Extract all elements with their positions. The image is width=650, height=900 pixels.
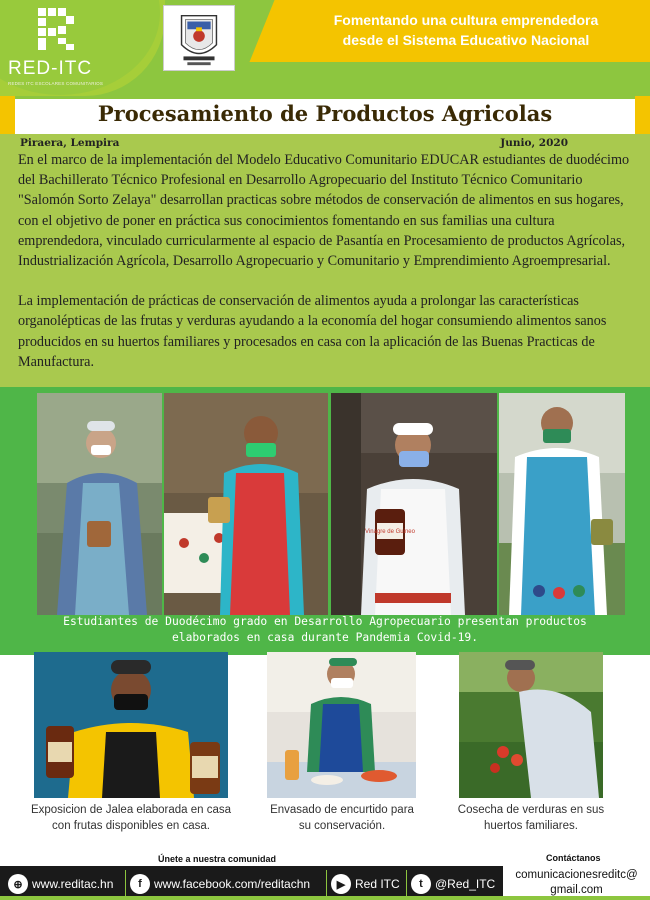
footer-divider bbox=[326, 870, 327, 896]
harvest-caption-line-2: huertos familiares. bbox=[484, 820, 578, 832]
twitter-link[interactable] bbox=[411, 874, 495, 894]
youtube-icon: ▶ bbox=[331, 874, 351, 894]
website-text: www.reditac.hn bbox=[32, 877, 114, 891]
youtube-link[interactable] bbox=[331, 874, 400, 894]
twitter-icon: t bbox=[411, 874, 431, 894]
facebook-icon: f bbox=[130, 874, 150, 894]
contact-label: Contáctanos bbox=[546, 853, 601, 863]
logo-subtitle: REDES ITC ESCOLARES COMUNITARIOS bbox=[8, 81, 104, 86]
jar-label: Vinagre de Guineo bbox=[365, 529, 415, 535]
student-photo-3 bbox=[331, 393, 497, 615]
slogan-line-2: desde el Sistema Educativo Nacional bbox=[342, 32, 590, 48]
logo-text: RED-ITC bbox=[8, 58, 93, 79]
place-label: Piraera, Lempira bbox=[20, 137, 120, 149]
jelly-caption bbox=[20, 802, 242, 834]
article-title: Procesamiento de Productos Agricolas bbox=[97, 101, 553, 126]
pickle-caption-line-1: Envasado de encurtido para bbox=[270, 804, 414, 816]
photo-strip-caption bbox=[20, 614, 630, 646]
strip-caption-line-1: Estudiantes de Duodécimo grado en Desarrollo Agropecuario presentan productos bbox=[63, 615, 587, 628]
facebook-link[interactable] bbox=[130, 874, 310, 894]
facebook-text: www.facebook.com/reditachn bbox=[154, 877, 311, 891]
strip-caption-line-2: elaborados en casa durante Pandemia Covid-19. bbox=[171, 631, 479, 644]
email-line-2: gmail.com bbox=[550, 884, 603, 896]
youtube-text: Red ITC bbox=[355, 877, 400, 891]
join-community-label: Únete a nuestra comunidad bbox=[158, 854, 277, 864]
harvest-caption-line-1: Cosecha de verduras en sus bbox=[457, 804, 605, 816]
jelly-caption-line-2: con frutas disponibles en casa. bbox=[52, 820, 210, 832]
pickle-photo bbox=[267, 652, 416, 798]
globe-icon: ⊕ bbox=[8, 874, 28, 894]
student-photo-2 bbox=[164, 393, 328, 615]
email-contact[interactable] bbox=[503, 866, 650, 900]
school-crest-image bbox=[163, 5, 235, 71]
r-logo-icon bbox=[36, 6, 76, 52]
jelly-caption-line-1: Exposicion de Jalea elaborada en casa bbox=[30, 804, 232, 816]
pickle-caption bbox=[256, 802, 428, 834]
pickle-caption-line-2: su conservación. bbox=[298, 820, 386, 832]
footer-divider bbox=[406, 870, 407, 896]
student-photo-4 bbox=[499, 393, 625, 615]
slogan-line-1: Fomentando una cultura emprendedora bbox=[333, 12, 599, 28]
jelly-photo bbox=[34, 652, 228, 798]
harvest-photo bbox=[459, 652, 603, 798]
article-paragraph-1: En el marco de la implementación del Modelo Educativo Comunitario EDUCAR estudiantes de duodécimo del Bachillerato Técnico Profesional en Desarrollo Agropecuario del Instituto Técnico Comunitario "Salomón Sorto Zelaya" desarrollan practicas sobre métodos de conservación de alimentos en sus hogares, con el objetivo de poner en práctica sus conocimientos fomentando en sus familias una cultura emprendedora, vinculado curricularmente al espacio de Pasantía en Procesamiento de productos Agrícolas, Industrialización Agrícola, Desarrollo Agropecuario y Comunitario y Emprendimiento Agroempresarial. bbox=[18, 152, 630, 270]
article-body bbox=[18, 150, 638, 372]
email-line-1: comunicacionesreditc@ bbox=[515, 869, 638, 881]
twitter-text: @Red_ITC bbox=[435, 877, 496, 891]
slogan-text bbox=[296, 10, 636, 50]
date-label: Junio, 2020 bbox=[500, 137, 568, 149]
footer-divider bbox=[125, 870, 126, 896]
website-link[interactable] bbox=[8, 874, 113, 894]
article-paragraph-2: La implementación de prácticas de conservación de alimentos ayuda a prolongar las características organolépticas de las frutas y verduras ayudando a la economía del hogar consumiendo alimentos sanos producidos en su huertos familiares y procesados en casa con la aplicación de las Buenas Practicas de Manufactura. bbox=[18, 293, 607, 370]
footer-accent-bar bbox=[0, 896, 650, 900]
student-photo-1 bbox=[37, 393, 162, 615]
harvest-caption bbox=[444, 802, 618, 834]
